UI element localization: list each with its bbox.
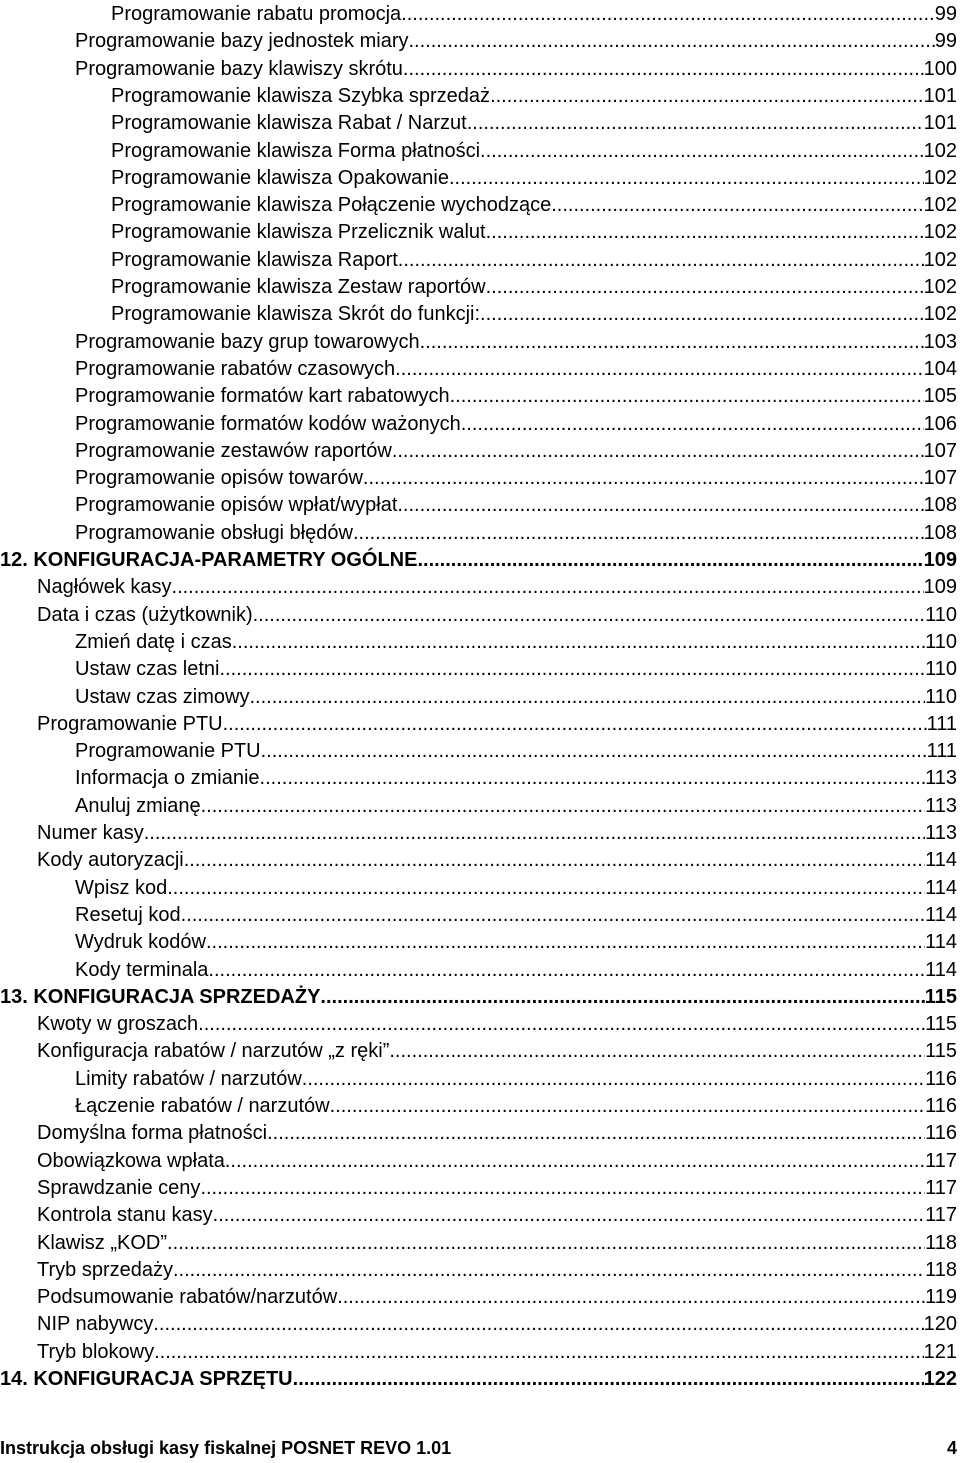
dot-leader — [293, 1366, 924, 1393]
toc-entry[interactable] — [0, 765, 957, 792]
dot-leader — [450, 383, 924, 410]
dot-leader — [225, 1148, 925, 1175]
toc-entry[interactable] — [0, 1148, 957, 1175]
dot-leader — [167, 875, 925, 902]
dot-leader — [213, 1202, 925, 1229]
toc-entry-title: Kody terminala — [75, 958, 209, 981]
dot-leader — [208, 957, 925, 984]
toc-entry-title: Programowanie opisów towarów — [75, 467, 363, 490]
toc-entry-title: Programowanie formatów kart rabatowych — [75, 385, 450, 408]
toc-entry[interactable] — [0, 1230, 957, 1257]
toc-entry-page: 105 — [923, 385, 957, 408]
toc-entry-title: Obowiązkowa wpłata — [37, 1149, 225, 1172]
toc-entry-page: 118 — [925, 1258, 957, 1281]
toc-entry-page: 114 — [925, 958, 957, 981]
toc-entry-title: Programowanie obsługi błędów — [75, 521, 353, 544]
toc-entry[interactable] — [0, 192, 957, 219]
toc-entry-title: Programowanie klawisza Forma płatności — [111, 139, 481, 162]
toc-entry-page: 102 — [923, 276, 957, 298]
toc-entry-title: Programowanie klawisza Szybka sprzedaż — [111, 84, 491, 107]
toc-entry[interactable] — [0, 301, 957, 328]
toc-entry[interactable] — [0, 1339, 957, 1366]
toc-entry-title: Programowanie klawisza Opakowanie — [111, 166, 449, 189]
toc-entry[interactable] — [0, 1093, 957, 1120]
dot-leader — [260, 765, 926, 792]
dot-leader — [153, 1311, 923, 1338]
dot-leader — [253, 602, 925, 629]
dot-leader — [353, 520, 924, 547]
toc-entry-title: Programowanie bazy grup towarowych — [75, 330, 420, 353]
toc-entry-title: Programowanie rabatów czasowych — [75, 357, 396, 380]
toc-entry-page: 118 — [925, 1231, 957, 1254]
toc-entry[interactable] — [0, 219, 957, 246]
toc-entry-page: 108 — [923, 521, 957, 544]
page-footer — [0, 1436, 957, 1460]
toc-entry[interactable] — [0, 847, 957, 874]
toc-entry-page: 102 — [923, 166, 957, 189]
dot-leader — [389, 1038, 925, 1065]
toc-entry-page: 109 — [923, 549, 957, 571]
dot-leader — [206, 929, 925, 956]
dot-leader — [486, 219, 924, 246]
toc-entry-page: 113 — [925, 794, 957, 817]
dot-leader — [417, 547, 923, 574]
dot-leader — [200, 1175, 925, 1202]
toc-entry-page: 102 — [923, 221, 957, 244]
toc-entry[interactable] — [0, 411, 957, 438]
toc-entry-title: Kontrola stanu kasy — [37, 1204, 213, 1227]
toc-entry-title: Łączenie rabatów / narzutów — [75, 1095, 330, 1117]
dot-leader — [144, 820, 925, 847]
dot-leader — [392, 438, 924, 465]
toc-entry[interactable] — [0, 356, 957, 383]
toc-entry[interactable] — [0, 629, 957, 656]
toc-entry-page: 115 — [925, 1013, 957, 1036]
toc-entry[interactable] — [0, 492, 957, 519]
toc-chapter-entry[interactable] — [0, 984, 957, 1011]
toc-entry-page: 114 — [925, 849, 957, 872]
dot-leader — [337, 1284, 925, 1311]
toc-entry[interactable] — [0, 1257, 957, 1284]
toc-entry[interactable] — [0, 902, 957, 929]
dot-leader — [223, 711, 927, 738]
toc-entry-title: Programowanie klawisza Zestaw raportów — [111, 276, 486, 298]
toc-entry-page: 111 — [926, 740, 957, 763]
toc-entry-title: Zmień datę i czas — [75, 630, 232, 653]
toc-entry-title: Tryb sprzedaży — [37, 1258, 173, 1281]
toc-entry-page: 99 — [934, 30, 957, 53]
toc-entry[interactable] — [0, 957, 957, 984]
toc-entry-title: Klawisz „KOD” — [37, 1231, 168, 1254]
toc-entry-title: Data i czas (użytkownik) — [37, 603, 253, 626]
toc-entry-title: Nagłówek kasy — [37, 576, 172, 599]
toc-entry[interactable] — [0, 793, 957, 820]
footer-page-number: 4 — [946, 1438, 957, 1458]
toc-entry-page: 107 — [923, 467, 957, 490]
toc-entry-page: 104 — [923, 357, 957, 380]
toc-entry[interactable] — [0, 465, 957, 492]
dot-leader — [401, 1, 935, 28]
toc-entry-page: 102 — [923, 139, 957, 162]
toc-entry-title: Limity rabatów / narzutów — [75, 1067, 302, 1090]
toc-entry[interactable] — [0, 602, 957, 629]
toc-entry-page: 108 — [923, 494, 957, 517]
dot-leader — [232, 629, 925, 656]
toc-entry-page: 119 — [925, 1286, 957, 1309]
toc-entry-page: 114 — [925, 876, 957, 899]
toc-entry-page: 113 — [925, 822, 957, 844]
toc-entry-page: 110 — [925, 658, 957, 681]
toc-entry-title: Programowanie formatów kodów ważonych — [75, 412, 461, 435]
dot-leader — [172, 574, 924, 601]
toc-entry-title: Informacja o zmianie — [75, 767, 260, 790]
toc-entry[interactable] — [0, 438, 957, 465]
toc-entry[interactable] — [0, 711, 957, 738]
dot-leader — [486, 274, 924, 301]
dot-leader — [154, 1339, 924, 1366]
footer-title: Instrukcja obsługi kasy fiskalnej POSNET REVO 1.01 — [0, 1438, 452, 1458]
dot-leader — [249, 684, 925, 711]
dot-leader — [302, 1066, 925, 1093]
dot-leader — [480, 301, 924, 328]
toc-entry-page: 114 — [925, 931, 957, 954]
toc-entry-title: Programowanie klawisza Skrót do funkcji: — [111, 303, 481, 326]
toc-entry-page: 101 — [923, 112, 957, 135]
dot-leader — [398, 247, 924, 274]
toc-entry-title: Numer kasy — [37, 822, 144, 844]
toc-entry[interactable] — [0, 574, 957, 601]
toc-entry[interactable] — [0, 1175, 957, 1202]
toc-entry-title: Konfiguracja rabatów / narzutów „z ręki” — [37, 1040, 390, 1063]
toc-entry[interactable] — [0, 1011, 957, 1038]
toc-entry-page: 106 — [923, 412, 957, 435]
toc-entry-title: Programowanie klawisza Raport — [111, 248, 398, 271]
dot-leader — [201, 793, 925, 820]
toc-entry[interactable] — [0, 520, 957, 547]
toc-entry-page: 102 — [923, 303, 957, 326]
toc-entry-title: Anuluj zmianę — [75, 794, 201, 817]
toc-entry-page: 102 — [923, 248, 957, 271]
toc-entry-title: Programowanie opisów wpłat/wypłat — [75, 494, 398, 517]
toc-entry-page: 99 — [934, 3, 957, 25]
toc-entry-page: 117 — [925, 1149, 957, 1172]
dot-leader — [461, 411, 924, 438]
dot-leader — [490, 83, 924, 110]
toc-entry[interactable] — [0, 329, 957, 356]
toc-entry-title: Programowanie bazy jednostek miary — [75, 30, 409, 53]
toc-entry[interactable] — [0, 110, 957, 137]
toc-entry-title: Ustaw czas letni — [75, 658, 220, 681]
toc-entry-title: Programowanie PTU — [75, 740, 261, 763]
toc-entry[interactable] — [0, 1038, 957, 1065]
dot-leader — [420, 329, 924, 356]
toc-entry[interactable] — [0, 684, 957, 711]
dot-leader — [480, 138, 924, 165]
toc-entry[interactable] — [0, 875, 957, 902]
dot-leader — [467, 110, 924, 137]
toc-entry-page: 109 — [923, 576, 957, 599]
toc-entry-page: 122 — [923, 1368, 957, 1390]
toc-entry[interactable] — [0, 1066, 957, 1093]
toc-entry-page: 120 — [923, 1313, 957, 1336]
dot-leader — [320, 984, 924, 1011]
toc-entry-page: 115 — [925, 1040, 957, 1063]
toc-entry-page: 113 — [925, 767, 957, 790]
toc-entry[interactable] — [0, 1284, 957, 1311]
toc-entry[interactable] — [0, 656, 957, 683]
toc-entry-title: Programowanie bazy klawiszy skrótu — [75, 57, 403, 80]
toc-entry-page: 102 — [923, 194, 957, 217]
toc-entry-title: Podsumowanie rabatów/narzutów — [37, 1286, 338, 1309]
toc-entry-title: Wpisz kod — [75, 876, 168, 899]
toc-entry[interactable] — [0, 247, 957, 274]
toc-entry[interactable] — [0, 138, 957, 165]
toc-entry-title: Programowanie PTU — [37, 712, 223, 735]
dot-leader — [198, 1011, 925, 1038]
toc-entry-title: Sprawdzanie ceny — [37, 1176, 201, 1199]
dot-leader — [363, 465, 924, 492]
toc-entry-title: 14. KONFIGURACJA SPRZĘTU — [0, 1368, 293, 1390]
toc-entry-page: 110 — [925, 630, 957, 653]
toc-entry[interactable] — [0, 820, 957, 847]
dot-leader — [551, 192, 923, 219]
dot-leader — [261, 738, 927, 765]
toc-entry-page: 101 — [923, 84, 957, 107]
toc-entry-page: 117 — [925, 1204, 957, 1227]
toc-chapter-entry[interactable] — [0, 1366, 957, 1393]
toc-entry[interactable] — [0, 1, 957, 28]
toc-entry-page: 121 — [923, 1340, 957, 1363]
toc-entry-title: Resetuj kod — [75, 903, 181, 926]
toc-entry-title: Programowanie klawisza Przelicznik walut — [111, 221, 486, 244]
toc-entry[interactable] — [0, 1311, 957, 1338]
dot-leader — [330, 1093, 926, 1120]
toc-entry-page: 110 — [925, 603, 957, 626]
toc-entry-page: 116 — [925, 1067, 957, 1090]
toc-entry[interactable] — [0, 1120, 957, 1147]
toc-entry-title: 13. KONFIGURACJA SPRZEDAŻY — [0, 985, 321, 1008]
toc-entry-title: Kwoty w groszach — [37, 1013, 199, 1036]
dot-leader — [449, 165, 924, 192]
toc-entry-title: Programowanie rabatu promocja — [111, 3, 402, 25]
dot-leader — [267, 1120, 925, 1147]
toc-entry-title: Kody autoryzacji — [37, 849, 184, 872]
toc-entry-title: NIP nabywcy — [37, 1313, 154, 1336]
toc-entry-title: 12. KONFIGURACJA-PARAMETRY OGÓLNE — [0, 549, 418, 571]
toc-entry[interactable] — [0, 83, 957, 110]
toc-entry-page: 100 — [923, 57, 957, 80]
toc-entry[interactable] — [0, 274, 957, 301]
toc-entry-title: Wydruk kodów — [75, 931, 206, 954]
toc-entry-page: 116 — [925, 1095, 957, 1117]
toc-entry-page: 117 — [925, 1176, 957, 1199]
toc-entry[interactable] — [0, 56, 957, 83]
toc-entry[interactable] — [0, 929, 957, 956]
toc-entry[interactable] — [0, 738, 957, 765]
toc-entry-page: 103 — [923, 330, 957, 353]
dot-leader — [403, 56, 924, 83]
toc-entry-page: 115 — [924, 985, 957, 1008]
toc-entry-title: Domyślna forma płatności — [37, 1122, 268, 1145]
toc-entry-page: 107 — [923, 439, 957, 462]
toc-entry-page: 114 — [925, 903, 957, 926]
toc-entry[interactable] — [0, 28, 957, 55]
dot-leader — [181, 902, 925, 929]
toc-entry[interactable] — [0, 165, 957, 192]
toc-entry[interactable] — [0, 1202, 957, 1229]
toc-entry-title: Programowanie klawisza Połączenie wychodzące — [111, 194, 552, 217]
toc-entry-page: 110 — [925, 685, 957, 708]
toc-entry-title: Ustaw czas zimowy — [75, 685, 250, 708]
toc-entry[interactable] — [0, 383, 957, 410]
dot-leader — [220, 656, 926, 683]
dot-leader — [397, 492, 923, 519]
dot-leader — [409, 28, 935, 55]
dot-leader — [167, 1230, 925, 1257]
toc-entry-page: 111 — [926, 712, 957, 735]
toc-entry-title: Tryb blokowy — [37, 1340, 155, 1363]
dot-leader — [173, 1257, 925, 1284]
dot-leader — [184, 847, 925, 874]
toc-entry-page: 116 — [925, 1122, 957, 1145]
toc-entry-title: Programowanie klawisza Rabat / Narzut — [111, 112, 467, 135]
toc-chapter-entry[interactable] — [0, 547, 957, 574]
dot-leader — [395, 356, 923, 383]
toc-entry-title: Programowanie zestawów raportów — [75, 439, 392, 462]
